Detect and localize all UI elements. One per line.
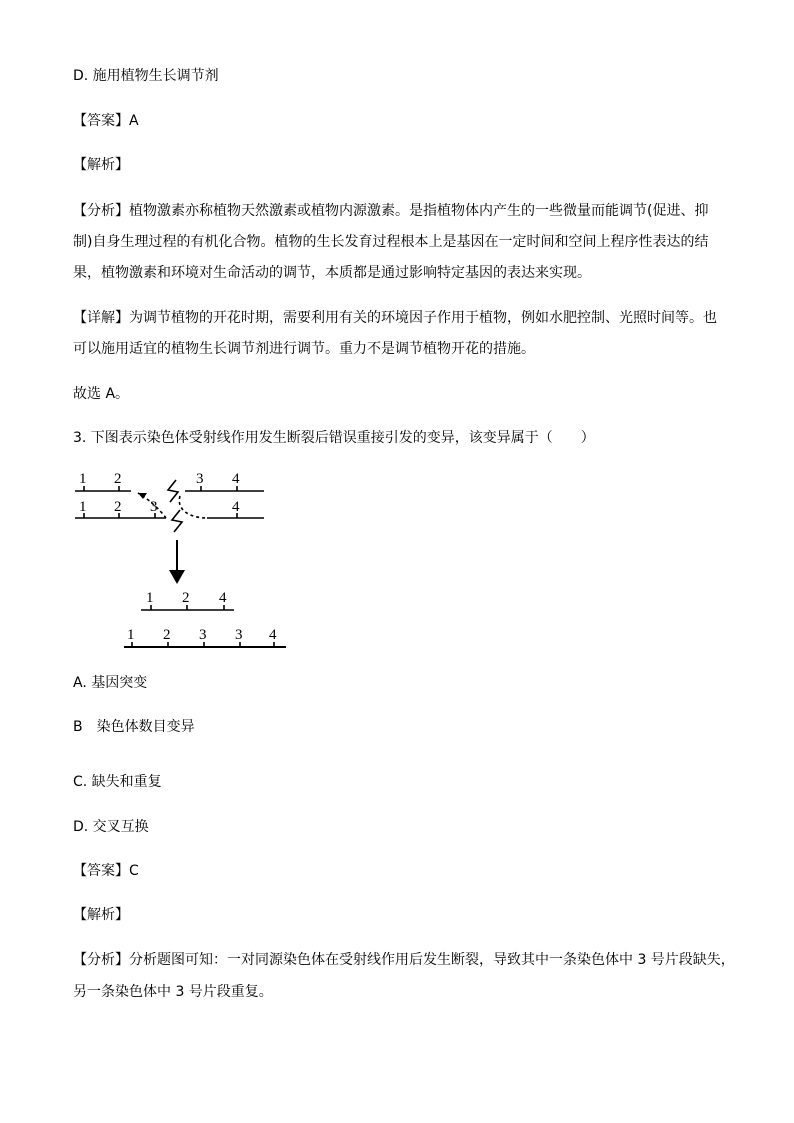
arrowhead-down <box>169 570 185 584</box>
label-after-top-1: 1 <box>146 590 154 606</box>
label-after-bottom-4: 4 <box>269 627 277 643</box>
answer-3 <box>73 861 139 881</box>
analysis-1-text1: 植物激素亦称植物天然激素或植物内源激素。是指植物体内产生的一些微量而能调节(促进、抑 <box>129 203 709 219</box>
label-after-top-2: 2 <box>182 590 190 606</box>
answer-value: A <box>129 113 139 129</box>
analysis-1-line2: 制)自身生理过程的有机化合物。植物的生长发育过程根本上是基因在一定时间和空间上程序性表达的结 <box>73 234 709 250</box>
detail-1-text1: 为调节植物的开花时期，需要利用有关的环境因子作用于植物，例如水肥控制、光照时间等。也 <box>129 310 717 326</box>
label-after-bottom-3b: 3 <box>235 627 243 643</box>
label-top-1: 1 <box>79 471 87 487</box>
option-d: D. 交叉互换 <box>73 819 149 835</box>
analysis-1-line1 <box>73 201 708 221</box>
arrowhead-small <box>138 493 147 499</box>
detail-1-line2: 可以施用适宜的植物生长调节剂进行调节。重力不是调节植物开花的措施。 <box>73 341 535 357</box>
answer-tag: 【答案】 <box>73 113 129 129</box>
chromosome-figure <box>0 460 794 660</box>
label-bottom-2: 2 <box>114 499 122 515</box>
option-b: B 染色体数目变异 <box>73 719 195 735</box>
analysis-3-line2: 另一条染色体中 3 号片段重复。 <box>73 984 273 1000</box>
analysis-heading-1: 【解析】 <box>73 157 129 173</box>
analysis-3-text1: 分析题图可知：一对同源染色体在受射线作用后发生断裂，导致其中一条染色体中 3 号片段缺失， <box>129 952 735 968</box>
answer-value: C <box>129 863 139 879</box>
label-after-bottom-1: 1 <box>127 627 135 643</box>
detail-tag: 【详解】 <box>73 310 129 326</box>
question-3: 3. 下图表示染色体受射线作用发生断裂后错误重接引发的变异，该变异属于（ ） <box>73 430 595 446</box>
analysis-tag: 【分析】 <box>73 203 129 219</box>
option-c: C. 缺失和重复 <box>73 774 162 790</box>
answer-1 <box>73 111 139 131</box>
rejoin-path-right <box>179 496 207 518</box>
break-mark-bottom <box>172 510 182 532</box>
label-top-3: 3 <box>196 471 204 487</box>
conclusion-1: 故选 A。 <box>73 386 130 402</box>
label-bottom-4: 4 <box>232 499 240 515</box>
label-after-bottom-2: 2 <box>163 627 171 643</box>
answer-tag: 【答案】 <box>73 863 129 879</box>
label-after-top-4: 4 <box>219 590 227 606</box>
analysis-3-line1 <box>73 950 735 970</box>
analysis-tag: 【分析】 <box>73 952 129 968</box>
previous-option-d: D. 施用植物生长调节剂 <box>73 68 219 84</box>
label-after-bottom-3a: 3 <box>199 627 207 643</box>
label-top-2: 2 <box>114 471 122 487</box>
analysis-heading-3: 【解析】 <box>73 907 129 923</box>
detail-1-line1 <box>73 308 717 328</box>
label-top-4: 4 <box>232 471 240 487</box>
label-bottom-3: 3 <box>150 499 158 515</box>
option-a: A. 基因突变 <box>73 675 148 691</box>
break-mark-top <box>168 480 178 502</box>
analysis-1-line3: 果，植物激素和环境对生命活动的调节，本质都是通过影响特定基因的表达来实现。 <box>73 265 591 281</box>
label-bottom-1: 1 <box>79 499 87 515</box>
